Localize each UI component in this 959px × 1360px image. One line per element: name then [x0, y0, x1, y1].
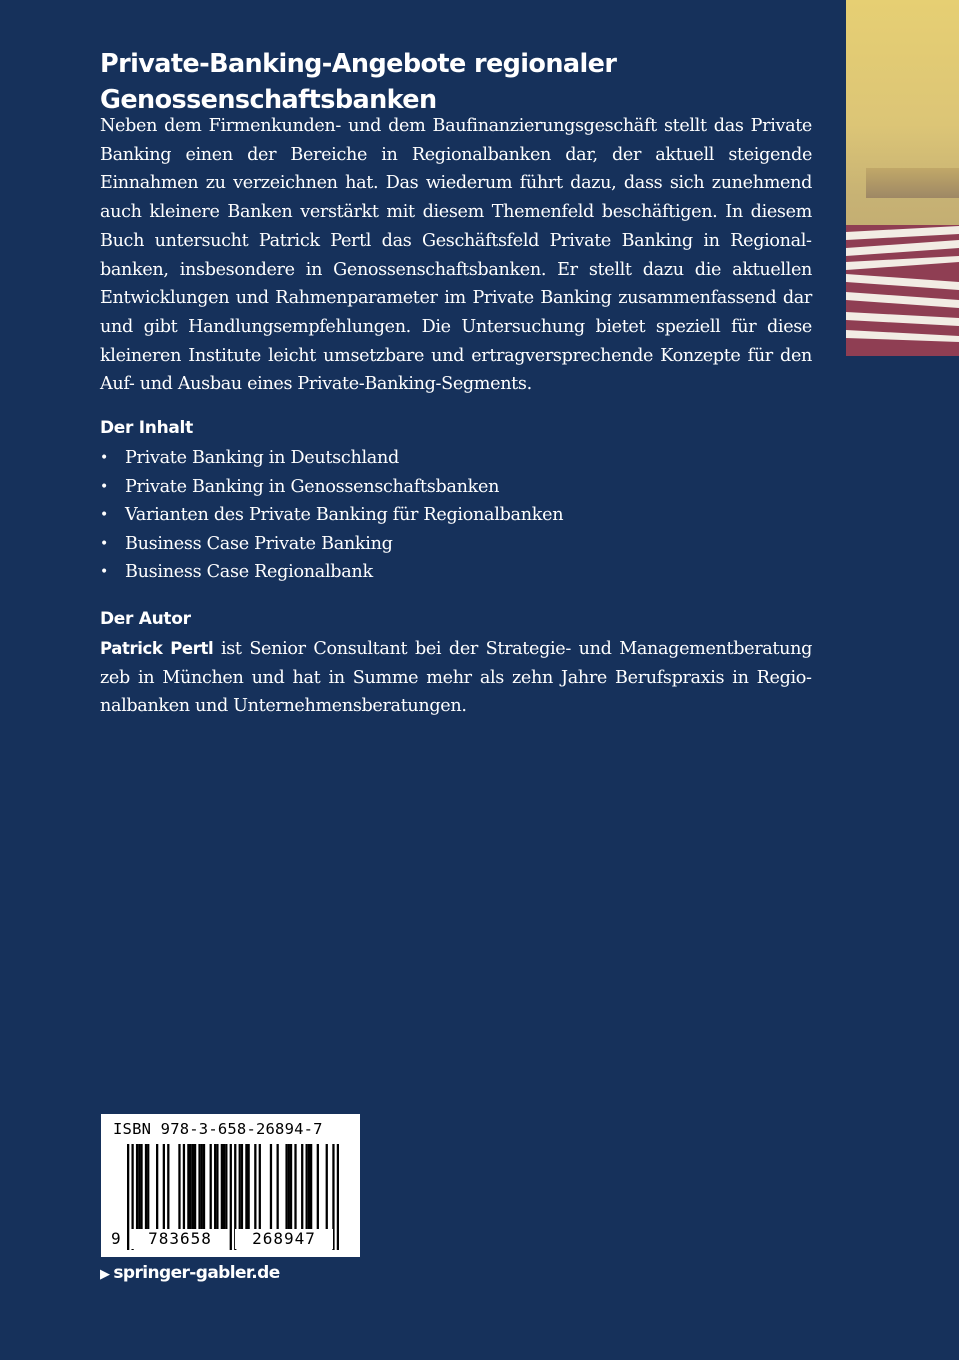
bullet-icon: • — [100, 535, 108, 552]
isbn-first-digit: 9 — [111, 1229, 121, 1248]
barcode-bar — [210, 1144, 212, 1234]
contents-heading: Der Inhalt — [100, 418, 193, 438]
website-url: springer-gabler.de — [113, 1263, 280, 1283]
author-bio-text: ist Senior Consultant bei der Strategie- und Managementberatung zeb in München und hat in Summe mehr als zehn Jahre Berufspraxis in Regionalbanken und Unternehmensberatungen. — [100, 639, 813, 717]
barcode-bar — [167, 1144, 169, 1234]
barcode-bar — [221, 1144, 223, 1234]
barcode-bar — [156, 1144, 158, 1234]
isbn-label: ISBN 978-3-658-26894-7 — [113, 1120, 323, 1138]
barcode-bar — [214, 1144, 216, 1234]
barcode-bar — [285, 1144, 287, 1234]
list-item-text: Private Banking in Deutschland — [125, 448, 399, 468]
barcode-bar — [308, 1144, 310, 1234]
barcode-bar — [203, 1144, 205, 1234]
barcode-bar — [337, 1144, 339, 1250]
barcode-bar — [294, 1144, 296, 1234]
barcode-bar — [187, 1144, 189, 1234]
author-bio — [100, 635, 812, 721]
barcode-bar — [317, 1144, 319, 1234]
barcode-bar — [138, 1144, 140, 1234]
bullet-icon: • — [100, 564, 108, 581]
barcode-bar — [147, 1144, 149, 1234]
barcode-bar — [163, 1144, 165, 1234]
barcode-bar — [178, 1144, 180, 1234]
list-item-text: Private Banking in Genossenschaftsbanken — [125, 476, 500, 497]
bullet-icon: • — [100, 450, 108, 466]
isbn-left-digits: 783658 — [131, 1229, 229, 1249]
barcode-bar — [241, 1144, 243, 1234]
barcode-bar — [201, 1144, 203, 1234]
barcode-bar — [194, 1144, 196, 1234]
barcode-bar — [254, 1144, 256, 1234]
barcode-bar — [248, 1144, 250, 1234]
barcode-bar — [216, 1144, 218, 1234]
barcode-bar — [306, 1144, 308, 1234]
list-item — [100, 473, 812, 502]
book-title: Private-Banking-Angebote regionaler Genossenschaftsbanken — [100, 49, 617, 115]
barcode-bar — [136, 1144, 138, 1234]
list-item — [100, 444, 812, 473]
barcode-bar — [277, 1144, 279, 1234]
isbn-right-digits: 268947 — [235, 1229, 333, 1249]
barcode-bar — [310, 1144, 312, 1234]
barcode-bar — [225, 1144, 227, 1234]
contents-list — [100, 444, 812, 587]
bullet-icon: • — [100, 478, 108, 495]
barcode-bar — [259, 1144, 261, 1234]
barcode-bar — [290, 1144, 292, 1234]
barcode-bar — [183, 1144, 185, 1234]
barcode-bar — [189, 1144, 191, 1234]
cover-decoration — [846, 0, 959, 356]
barcode-bar — [127, 1144, 129, 1250]
barcode-bar — [270, 1144, 272, 1234]
barcode-bar — [145, 1144, 147, 1234]
list-item — [100, 501, 812, 530]
list-item-text: Business Case Regionalbank — [125, 562, 373, 583]
barcode-bar — [230, 1144, 232, 1250]
bullet-icon: • — [100, 507, 108, 524]
list-item-text: Business Case Private Banking — [125, 533, 393, 554]
barcode-bar — [301, 1144, 303, 1234]
book-description: Neben dem Firmenkunden- und dem Baufinanzierungsgeschäft stellt das Private Banking einen der Bereiche in Regionalbanken dar, der aktuell steigende Einnahmen zu verzeichnen hat. Das wiederum führt dazu, dass sich zunehmend auch kleinere Banken verstärkt mit diesem Themenfeld beschäftigen. In diesem Buch untersucht Patrick Pertl das Geschäftsfeld Private Banking in Regionalbanken, insbesondere in Genossenschaftsbanken. Er stellt dazu die aktuellen Entwicklungen und Rahmenparameter im Private Banking zusammenfassend dar und gibt Handlungsempfehlungen. Die Untersuchung bietet speziell für diese kleineren Institute leicht umsetzbare und ertragversprechende Konzepte für den Auf- und Ausbau eines Private-Banking-Segments. — [100, 116, 812, 395]
barcode-bar — [245, 1144, 247, 1234]
list-item — [100, 530, 812, 559]
barcode-bar — [288, 1144, 290, 1234]
barcode-bar — [326, 1144, 328, 1234]
arrow-right-icon: ▶ — [100, 1267, 110, 1282]
barcode-bar — [192, 1144, 194, 1234]
list-item — [100, 558, 812, 587]
barcode-bar — [223, 1144, 225, 1234]
list-item-text: Varianten des Private Banking für Regionalbanken — [125, 505, 564, 526]
barcode-bar — [198, 1144, 200, 1234]
author-name: Patrick Pertl — [100, 639, 214, 658]
isbn-barcode — [101, 1114, 360, 1257]
publisher-website[interactable] — [100, 1262, 280, 1286]
barcode-bar — [140, 1144, 142, 1234]
barcode-bar — [239, 1144, 241, 1234]
author-heading: Der Autor — [100, 609, 191, 629]
